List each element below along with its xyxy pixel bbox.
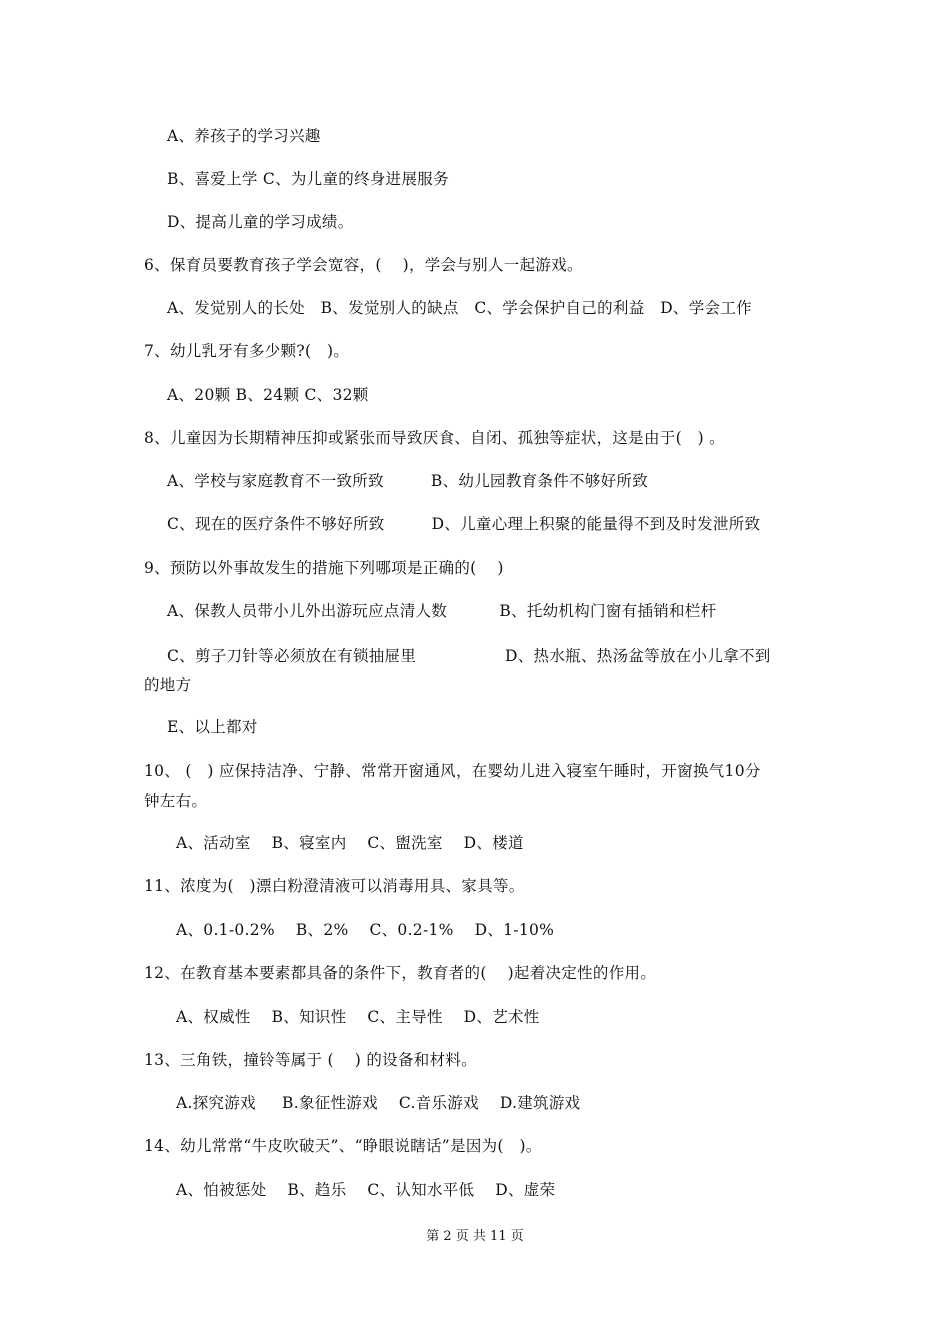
question-line: 6、保育员要教育孩子学会宽容，( )，学会与别人一起游戏。 xyxy=(144,256,583,274)
question-line: 9、预防以外事故发生的措施下列哪项是正确的( ) xyxy=(144,559,504,577)
option-line: D、提高儿童的学习成绩。 xyxy=(167,213,354,231)
question-line: 7、幼儿乳牙有多少颗?( )。 xyxy=(144,342,350,360)
option-line: A.探究游戏 B.象征性游戏 C.音乐游戏 D.建筑游戏 xyxy=(176,1094,581,1112)
option-line: E、以上都对 xyxy=(167,718,258,736)
question-line: 12、在教育基本要素都具备的条件下，教育者的( )起着决定性的作用。 xyxy=(144,964,657,982)
question-line: 10、 ( ) 应保持洁净、宁静、常常开窗通风，在婴幼儿进入寝室午睡时，开窗换气10分 xyxy=(144,762,761,780)
question-line: 13、三角铁，撞铃等属于 ( ) 的设备和材料。 xyxy=(144,1051,477,1069)
question-line-continued: 钟左右。 xyxy=(144,792,208,810)
option-line: A、怕被惩处 B、趋乐 C、认知水平低 D、虚荣 xyxy=(176,1181,556,1199)
option-line: A、养孩子的学习兴趣 xyxy=(167,127,321,145)
option-line: C、剪子刀针等必须放在有锁抽屉里 D、热水瓶、热汤盆等放在小儿拿不到 xyxy=(167,647,771,665)
question-line: 11、浓度为( )漂白粉澄清液可以消毒用具、家具等。 xyxy=(144,877,525,895)
page-number-footer: 第 2 页 共 11 页 xyxy=(426,1229,524,1244)
option-line: A、学校与家庭教育不一致所致 B、幼儿园教育条件不够好所致 xyxy=(167,472,649,490)
option-line: A、活动室 B、寝室内 C、盥洗室 D、楼道 xyxy=(176,834,524,852)
option-line: B、喜爱上学 C、为儿童的终身进展服务 xyxy=(167,170,449,188)
option-line: A、20颗 B、24颗 C、32颗 xyxy=(167,386,369,404)
option-line: A、0.1-0.2% B、2% C、0.2-1% D、1-10% xyxy=(176,921,555,939)
option-line: A、保教人员带小儿外出游玩应点清人数 B、托幼机构门窗有插销和栏杆 xyxy=(167,602,717,620)
option-line: A、发觉别人的长处 B、发觉别人的缺点 C、学会保护自己的利益 D、学会工作 xyxy=(167,299,752,317)
question-line: 14、幼儿常常“牛皮吹破天”、“睁眼说瞎话”是因为( )。 xyxy=(144,1137,542,1155)
option-line-continued: 的地方 xyxy=(144,676,192,694)
option-line: C、现在的医疗条件不够好所致 D、儿童心理上积聚的能量得不到及时发泄所致 xyxy=(167,515,761,533)
question-line: 8、儿童因为长期精神压抑或紧张而导致厌食、自闭、孤独等症状，这是由于( ) 。 xyxy=(144,429,725,447)
option-line: A、权威性 B、知识性 C、主导性 D、艺术性 xyxy=(176,1008,540,1026)
